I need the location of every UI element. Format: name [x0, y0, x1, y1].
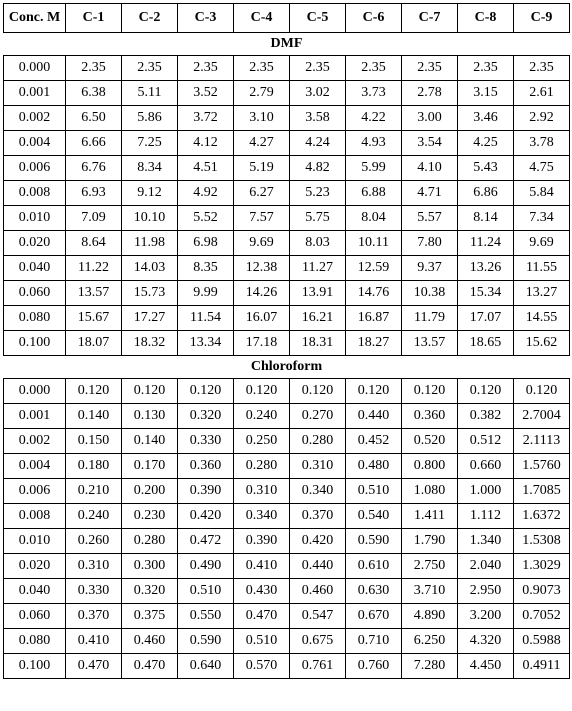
value-cell: 0.9073	[514, 579, 570, 604]
value-cell: 1.000	[458, 479, 514, 504]
value-cell: 3.52	[178, 81, 234, 106]
value-cell: 0.382	[458, 404, 514, 429]
value-cell: 8.14	[458, 206, 514, 231]
value-cell: 0.120	[514, 379, 570, 404]
concentration-cell: 0.000	[4, 56, 66, 81]
value-cell: 0.540	[346, 504, 402, 529]
table-row	[4, 454, 570, 479]
value-cell: 0.510	[178, 579, 234, 604]
value-cell: 0.330	[178, 429, 234, 454]
value-cell: 11.55	[514, 256, 570, 281]
value-cell: 1.5308	[514, 529, 570, 554]
value-cell: 6.250	[402, 629, 458, 654]
concentration-cell: 0.100	[4, 654, 66, 679]
value-cell: 0.120	[122, 379, 178, 404]
value-cell: 8.34	[122, 156, 178, 181]
table-row	[4, 181, 570, 206]
value-cell: 2.750	[402, 554, 458, 579]
value-cell: 5.23	[290, 181, 346, 206]
value-cell: 3.58	[290, 106, 346, 131]
table-row	[4, 554, 570, 579]
value-cell: 4.24	[290, 131, 346, 156]
header-cell-c8: C-8	[458, 4, 514, 33]
value-cell: 0.800	[402, 454, 458, 479]
value-cell: 5.43	[458, 156, 514, 181]
header-cell-c3: C-3	[178, 4, 234, 33]
value-cell: 0.410	[66, 629, 122, 654]
value-cell: 5.99	[346, 156, 402, 181]
value-cell: 0.210	[66, 479, 122, 504]
table-row	[4, 281, 570, 306]
value-cell: 0.230	[122, 504, 178, 529]
table-row	[4, 256, 570, 281]
value-cell: 18.07	[66, 331, 122, 356]
value-cell: 1.7085	[514, 479, 570, 504]
value-cell: 0.512	[458, 429, 514, 454]
concentration-cell: 0.060	[4, 281, 66, 306]
value-cell: 9.99	[178, 281, 234, 306]
value-cell: 0.310	[66, 554, 122, 579]
value-cell: 0.280	[122, 529, 178, 554]
value-cell: 14.55	[514, 306, 570, 331]
concentration-cell: 0.100	[4, 331, 66, 356]
value-cell: 15.73	[122, 281, 178, 306]
concentration-cell: 0.080	[4, 306, 66, 331]
value-cell: 0.630	[346, 579, 402, 604]
concentration-cell: 0.010	[4, 529, 66, 554]
value-cell: 13.91	[290, 281, 346, 306]
value-cell: 0.675	[290, 629, 346, 654]
value-cell: 13.57	[402, 331, 458, 356]
table-row	[4, 529, 570, 554]
concentration-cell: 0.002	[4, 106, 66, 131]
header-cell-c2: C-2	[122, 4, 178, 33]
value-cell: 2.7004	[514, 404, 570, 429]
value-cell: 3.78	[514, 131, 570, 156]
value-cell: 4.82	[290, 156, 346, 181]
value-cell: 11.98	[122, 231, 178, 256]
value-cell: 17.27	[122, 306, 178, 331]
value-cell: 0.470	[234, 604, 290, 629]
value-cell: 1.6372	[514, 504, 570, 529]
value-cell: 0.150	[66, 429, 122, 454]
table-row	[4, 654, 570, 679]
header-cell-c4: C-4	[234, 4, 290, 33]
table-row	[4, 331, 570, 356]
value-cell: 1.790	[402, 529, 458, 554]
value-cell: 6.27	[234, 181, 290, 206]
table-row	[4, 156, 570, 181]
value-cell: 0.420	[178, 504, 234, 529]
value-cell: 0.310	[234, 479, 290, 504]
value-cell: 0.120	[290, 379, 346, 404]
value-cell: 4.22	[346, 106, 402, 131]
value-cell: 5.52	[178, 206, 234, 231]
value-cell: 6.50	[66, 106, 122, 131]
concentration-cell: 0.010	[4, 206, 66, 231]
value-cell: 0.375	[122, 604, 178, 629]
table-row	[4, 206, 570, 231]
header-cell-c5: C-5	[290, 4, 346, 33]
value-cell: 5.19	[234, 156, 290, 181]
value-cell: 2.35	[66, 56, 122, 81]
value-cell: 0.310	[290, 454, 346, 479]
value-cell: 7.34	[514, 206, 570, 231]
value-cell: 16.87	[346, 306, 402, 331]
value-cell: 9.12	[122, 181, 178, 206]
table-row	[4, 131, 570, 156]
value-cell: 4.92	[178, 181, 234, 206]
value-cell: 2.35	[122, 56, 178, 81]
value-cell: 13.26	[458, 256, 514, 281]
table-row	[4, 604, 570, 629]
value-cell: 5.57	[402, 206, 458, 231]
table-row	[4, 429, 570, 454]
value-cell: 4.25	[458, 131, 514, 156]
value-cell: 16.21	[290, 306, 346, 331]
value-cell: 0.410	[234, 554, 290, 579]
value-cell: 0.370	[66, 604, 122, 629]
value-cell: 6.98	[178, 231, 234, 256]
value-cell: 4.93	[346, 131, 402, 156]
concentration-cell: 0.040	[4, 579, 66, 604]
section-row	[4, 356, 570, 379]
value-cell: 0.670	[346, 604, 402, 629]
concentration-cell: 0.040	[4, 256, 66, 281]
concentration-cell: 0.006	[4, 479, 66, 504]
value-cell: 2.78	[402, 81, 458, 106]
header-cell-c7: C-7	[402, 4, 458, 33]
value-cell: 0.360	[178, 454, 234, 479]
value-cell: 6.66	[66, 131, 122, 156]
value-cell: 13.57	[66, 281, 122, 306]
concentration-cell: 0.001	[4, 81, 66, 106]
value-cell: 2.35	[346, 56, 402, 81]
value-cell: 11.24	[458, 231, 514, 256]
value-cell: 0.240	[234, 404, 290, 429]
value-cell: 2.1113	[514, 429, 570, 454]
value-cell: 18.65	[458, 331, 514, 356]
value-cell: 0.370	[290, 504, 346, 529]
table-row	[4, 404, 570, 429]
value-cell: 9.37	[402, 256, 458, 281]
value-cell: 0.340	[290, 479, 346, 504]
value-cell: 6.76	[66, 156, 122, 181]
value-cell: 0.460	[290, 579, 346, 604]
value-cell: 13.27	[514, 281, 570, 306]
value-cell: 0.130	[122, 404, 178, 429]
concentration-cell: 0.008	[4, 181, 66, 206]
value-cell: 0.260	[66, 529, 122, 554]
value-cell: 8.04	[346, 206, 402, 231]
value-cell: 0.120	[234, 379, 290, 404]
value-cell: 0.360	[402, 404, 458, 429]
concentration-cell: 0.020	[4, 554, 66, 579]
value-cell: 0.120	[458, 379, 514, 404]
concentration-cell: 0.004	[4, 131, 66, 156]
value-cell: 2.35	[402, 56, 458, 81]
value-cell: 2.35	[178, 56, 234, 81]
value-cell: 0.120	[346, 379, 402, 404]
value-cell: 2.79	[234, 81, 290, 106]
data-table	[3, 3, 570, 679]
value-cell: 0.570	[234, 654, 290, 679]
value-cell: 0.300	[122, 554, 178, 579]
value-cell: 2.35	[458, 56, 514, 81]
value-cell: 1.080	[402, 479, 458, 504]
value-cell: 13.34	[178, 331, 234, 356]
value-cell: 0.250	[234, 429, 290, 454]
value-cell: 0.120	[178, 379, 234, 404]
value-cell: 4.320	[458, 629, 514, 654]
section-title: Chloroform	[4, 356, 570, 379]
value-cell: 0.5988	[514, 629, 570, 654]
concentration-cell: 0.004	[4, 454, 66, 479]
value-cell: 2.35	[514, 56, 570, 81]
value-cell: 0.520	[402, 429, 458, 454]
value-cell: 0.710	[346, 629, 402, 654]
section-row	[4, 33, 570, 56]
value-cell: 15.34	[458, 281, 514, 306]
value-cell: 0.430	[234, 579, 290, 604]
header-cell-c6: C-6	[346, 4, 402, 33]
value-cell: 14.03	[122, 256, 178, 281]
concentration-cell: 0.008	[4, 504, 66, 529]
value-cell: 7.280	[402, 654, 458, 679]
value-cell: 4.12	[178, 131, 234, 156]
value-cell: 3.46	[458, 106, 514, 131]
concentration-cell: 0.006	[4, 156, 66, 181]
value-cell: 4.10	[402, 156, 458, 181]
value-cell: 0.452	[346, 429, 402, 454]
table-body	[4, 33, 570, 679]
value-cell: 6.86	[458, 181, 514, 206]
value-cell: 0.480	[346, 454, 402, 479]
value-cell: 7.09	[66, 206, 122, 231]
value-cell: 0.590	[178, 629, 234, 654]
value-cell: 3.73	[346, 81, 402, 106]
concentration-cell: 0.020	[4, 231, 66, 256]
value-cell: 4.27	[234, 131, 290, 156]
value-cell: 0.170	[122, 454, 178, 479]
section-title: DMF	[4, 33, 570, 56]
value-cell: 0.440	[346, 404, 402, 429]
value-cell: 0.200	[122, 479, 178, 504]
table-row	[4, 231, 570, 256]
value-cell: 1.340	[458, 529, 514, 554]
value-cell: 5.75	[290, 206, 346, 231]
value-cell: 17.07	[458, 306, 514, 331]
value-cell: 7.25	[122, 131, 178, 156]
value-cell: 8.64	[66, 231, 122, 256]
table-row	[4, 479, 570, 504]
value-cell: 4.51	[178, 156, 234, 181]
concentration-cell: 0.002	[4, 429, 66, 454]
concentration-cell: 0.080	[4, 629, 66, 654]
value-cell: 18.32	[122, 331, 178, 356]
value-cell: 1.5760	[514, 454, 570, 479]
table-row	[4, 504, 570, 529]
value-cell: 16.07	[234, 306, 290, 331]
value-cell: 0.280	[234, 454, 290, 479]
table-row	[4, 306, 570, 331]
table-row	[4, 56, 570, 81]
value-cell: 4.450	[458, 654, 514, 679]
value-cell: 0.510	[234, 629, 290, 654]
value-cell: 14.26	[234, 281, 290, 306]
header-cell-c1: C-1	[66, 4, 122, 33]
value-cell: 1.112	[458, 504, 514, 529]
value-cell: 0.472	[178, 529, 234, 554]
value-cell: 0.550	[178, 604, 234, 629]
value-cell: 3.15	[458, 81, 514, 106]
table-row	[4, 106, 570, 131]
value-cell: 0.547	[290, 604, 346, 629]
value-cell: 15.67	[66, 306, 122, 331]
value-cell: 0.440	[290, 554, 346, 579]
table-row	[4, 379, 570, 404]
header-row	[4, 4, 570, 33]
value-cell: 8.35	[178, 256, 234, 281]
value-cell: 11.27	[290, 256, 346, 281]
value-cell: 1.3029	[514, 554, 570, 579]
value-cell: 3.710	[402, 579, 458, 604]
value-cell: 4.890	[402, 604, 458, 629]
value-cell: 0.460	[122, 629, 178, 654]
value-cell: 0.590	[346, 529, 402, 554]
value-cell: 5.86	[122, 106, 178, 131]
value-cell: 12.38	[234, 256, 290, 281]
header-cell-c9: C-9	[514, 4, 570, 33]
value-cell: 9.69	[234, 231, 290, 256]
value-cell: 10.11	[346, 231, 402, 256]
table-row	[4, 579, 570, 604]
value-cell: 0.180	[66, 454, 122, 479]
value-cell: 2.950	[458, 579, 514, 604]
value-cell: 0.280	[290, 429, 346, 454]
value-cell: 2.61	[514, 81, 570, 106]
value-cell: 2.35	[234, 56, 290, 81]
value-cell: 12.59	[346, 256, 402, 281]
table-row	[4, 81, 570, 106]
value-cell: 0.140	[122, 429, 178, 454]
value-cell: 0.7052	[514, 604, 570, 629]
value-cell: 18.27	[346, 331, 402, 356]
value-cell: 0.510	[346, 479, 402, 504]
value-cell: 0.140	[66, 404, 122, 429]
value-cell: 2.35	[290, 56, 346, 81]
value-cell: 3.72	[178, 106, 234, 131]
value-cell: 10.38	[402, 281, 458, 306]
value-cell: 0.640	[178, 654, 234, 679]
value-cell: 15.62	[514, 331, 570, 356]
value-cell: 3.02	[290, 81, 346, 106]
value-cell: 3.10	[234, 106, 290, 131]
value-cell: 0.320	[122, 579, 178, 604]
value-cell: 0.610	[346, 554, 402, 579]
value-cell: 2.92	[514, 106, 570, 131]
value-cell: 6.38	[66, 81, 122, 106]
value-cell: 5.84	[514, 181, 570, 206]
header-cell-conc: Conc. M	[4, 4, 66, 33]
value-cell: 7.80	[402, 231, 458, 256]
value-cell: 0.470	[122, 654, 178, 679]
value-cell: 17.18	[234, 331, 290, 356]
value-cell: 8.03	[290, 231, 346, 256]
value-cell: 4.71	[402, 181, 458, 206]
value-cell: 0.660	[458, 454, 514, 479]
value-cell: 4.75	[514, 156, 570, 181]
value-cell: 0.4911	[514, 654, 570, 679]
value-cell: 6.93	[66, 181, 122, 206]
value-cell: 6.88	[346, 181, 402, 206]
value-cell: 5.11	[122, 81, 178, 106]
value-cell: 14.76	[346, 281, 402, 306]
value-cell: 3.54	[402, 131, 458, 156]
concentration-cell: 0.000	[4, 379, 66, 404]
value-cell: 0.270	[290, 404, 346, 429]
value-cell: 0.390	[178, 479, 234, 504]
value-cell: 0.490	[178, 554, 234, 579]
value-cell: 11.54	[178, 306, 234, 331]
value-cell: 0.120	[402, 379, 458, 404]
value-cell: 18.31	[290, 331, 346, 356]
value-cell: 10.10	[122, 206, 178, 231]
concentration-cell: 0.001	[4, 404, 66, 429]
value-cell: 0.320	[178, 404, 234, 429]
value-cell: 0.340	[234, 504, 290, 529]
value-cell: 11.79	[402, 306, 458, 331]
concentration-cell: 0.060	[4, 604, 66, 629]
value-cell: 3.00	[402, 106, 458, 131]
value-cell: 2.040	[458, 554, 514, 579]
value-cell: 0.240	[66, 504, 122, 529]
value-cell: 0.420	[290, 529, 346, 554]
value-cell: 0.760	[346, 654, 402, 679]
table-row	[4, 629, 570, 654]
value-cell: 7.57	[234, 206, 290, 231]
value-cell: 0.761	[290, 654, 346, 679]
value-cell: 11.22	[66, 256, 122, 281]
value-cell: 1.411	[402, 504, 458, 529]
value-cell: 0.470	[66, 654, 122, 679]
value-cell: 9.69	[514, 231, 570, 256]
value-cell: 3.200	[458, 604, 514, 629]
value-cell: 0.390	[234, 529, 290, 554]
value-cell: 0.330	[66, 579, 122, 604]
value-cell: 0.120	[66, 379, 122, 404]
